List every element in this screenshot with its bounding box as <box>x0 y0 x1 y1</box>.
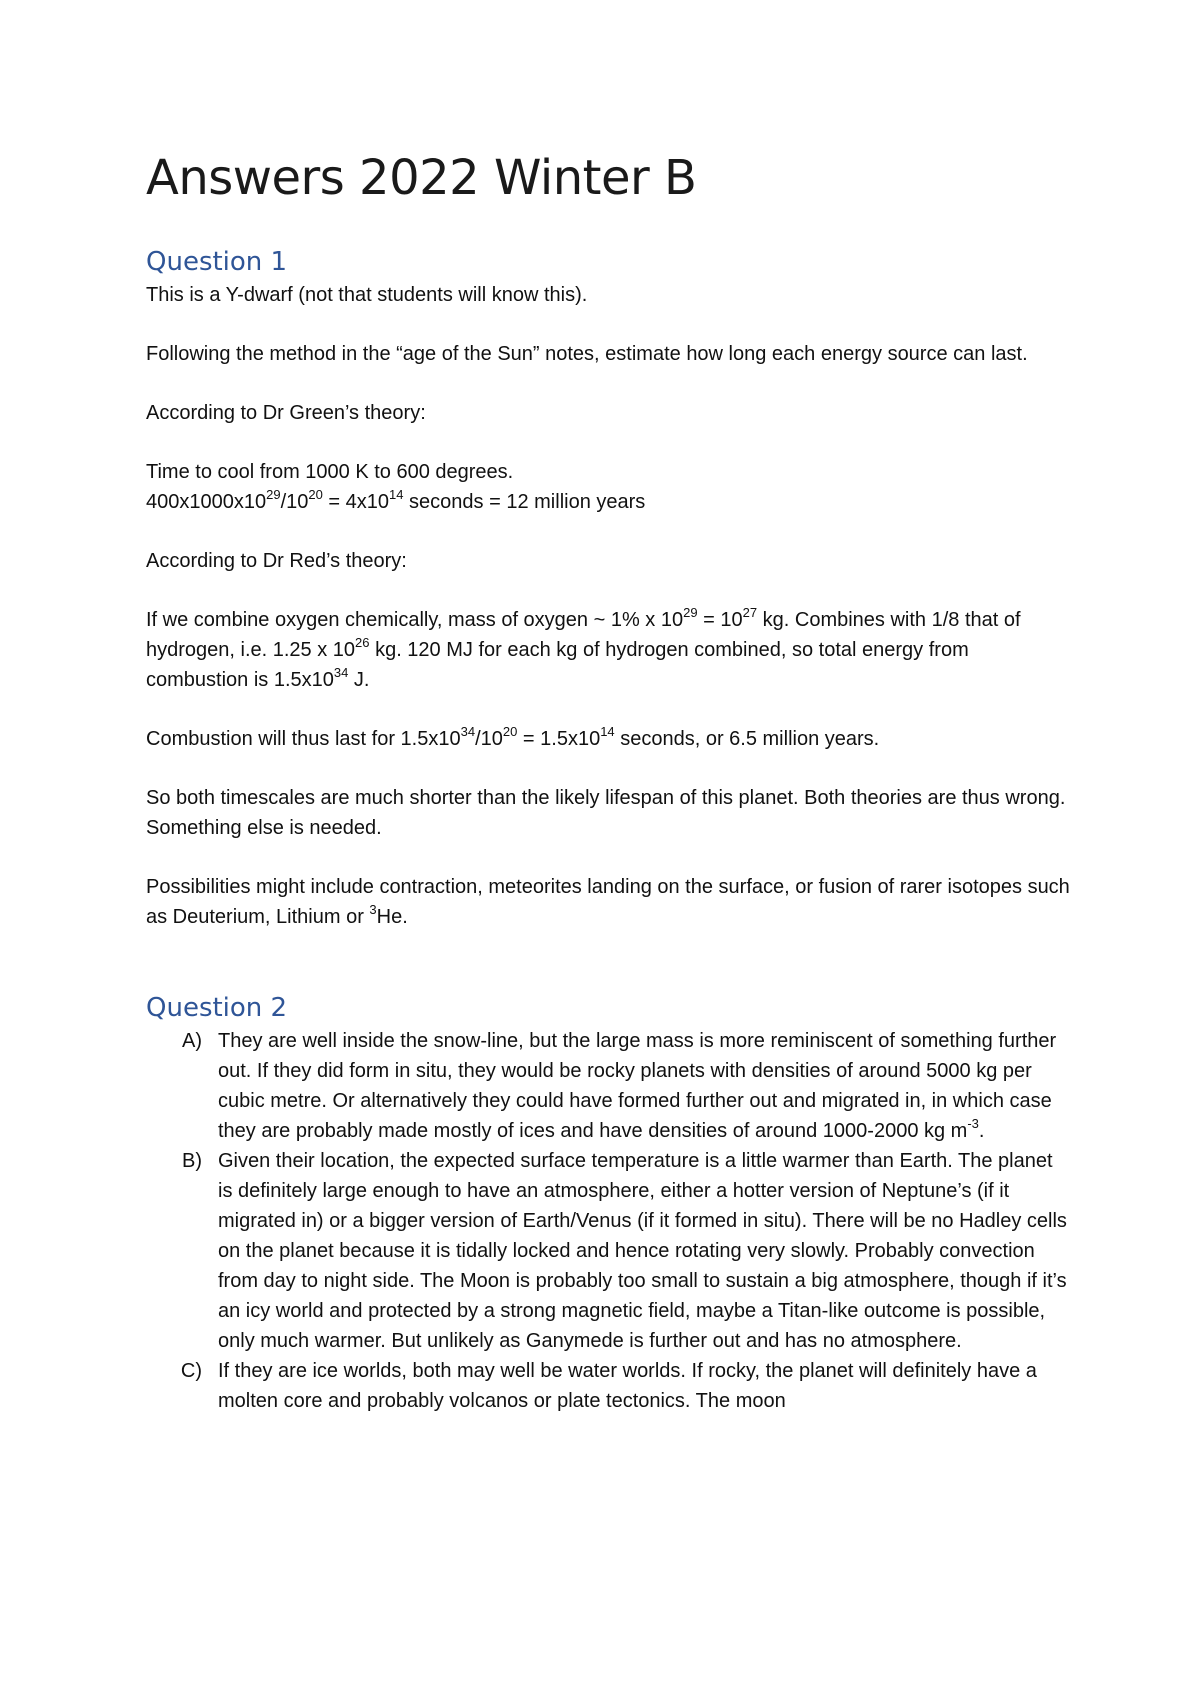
list-item-text: Given their location, the expected surface temperature is a little warmer than Earth. The planet is definitely large enough to have an atmosphere, either a hotter version of Neptune’s (if it migrated in) or a bigger version of Earth/Venus (if it formed in situ). There will be no Hadley cells on the planet because it is tidally locked and hence rotating very slowly. Probably convection from day to night side. The Moon is probably too small to sustain a big atmosphere, though if it’s an icy world and protected by a strong magnetic field, maybe a Titan-like outcome is possible, only much warmer. But unlikely as Ganymede is further out and has no atmosphere. <box>218 1149 1067 1352</box>
text-part: Possibilities might include contraction, meteorites landing on the surface, or fusion of rarer isotopes such as Deuterium, Lithium or <box>146 875 1070 928</box>
list-marker: B) <box>182 1149 202 1172</box>
q1-cool-equation <box>146 486 646 513</box>
question-2-list <box>146 1026 1070 1416</box>
text-part: They are well inside the snow-line, but the large mass is more reminiscent of something further out. If they did form in situ, they would be rocky planets with densities of around 5000 kg per cubic metre. Or alternatively they could have formed further out and migrated in, in which case they are probably made mostly of ices and have densities of around 1000-2000 kg m <box>218 1029 1057 1142</box>
text-part: He. <box>376 905 408 928</box>
q1-cool-line: Time to cool from 1000 K to 600 degrees. <box>146 460 514 483</box>
text-part: kg. 120 MJ for each kg of hydrogen combined, so total energy from combustion is 1.5x10 <box>146 638 969 691</box>
question-1-section <box>146 246 1070 932</box>
exponent: 20 <box>502 723 518 739</box>
eq-exponent: 20 <box>308 486 323 502</box>
q1-paragraph-method: Following the method in the “age of the Sun” notes, estimate how long each energy source can last. <box>146 342 1028 365</box>
eq-part: /10 <box>280 490 309 513</box>
question-1-heading: Question 1 <box>146 246 288 277</box>
eq-exponent: 29 <box>266 486 281 502</box>
text-part: . <box>978 1119 985 1142</box>
q1-paragraph-ydwarf: This is a Y-dwarf (not that students will know this). <box>146 283 588 306</box>
list-item-text <box>218 1026 1070 1146</box>
q1-paragraph-green-calc <box>146 457 1070 517</box>
text-part: = 10 <box>697 608 743 631</box>
q1-paragraph-conclusion: So both timescales are much shorter than the likely lifespan of this planet. Both theories are thus wrong. Something else is needed. <box>146 786 1066 839</box>
exponent: 29 <box>683 604 698 620</box>
text-part: Combustion will thus last for 1.5x10 <box>146 727 461 750</box>
eq-part: 400x1000x10 <box>146 490 267 513</box>
question-2-section <box>146 992 1070 1416</box>
text-part: J. <box>348 668 370 691</box>
exponent: 26 <box>355 634 370 650</box>
list-marker: C) <box>180 1359 202 1382</box>
list-marker: A) <box>182 1029 202 1052</box>
exponent: 34 <box>460 723 476 739</box>
eq-part: seconds = 12 million years <box>403 490 646 513</box>
q1-paragraph-combustion <box>146 724 1070 754</box>
exponent: 3 <box>369 901 377 917</box>
q1-paragraph-possibilities <box>146 872 1070 932</box>
list-item <box>146 1026 1070 1146</box>
text-part: = 1.5x10 <box>517 727 601 750</box>
eq-exponent: 14 <box>389 486 404 502</box>
list-item <box>146 1146 1070 1356</box>
q1-paragraph-red-intro: According to Dr Red’s theory: <box>146 549 407 572</box>
list-item <box>146 1356 1070 1416</box>
text-part: If we combine oxygen chemically, mass of oxygen ~ 1% x 10 <box>146 608 684 631</box>
text-part: /10 <box>475 727 503 750</box>
document-title: Answers 2022 Winter B <box>146 150 697 206</box>
eq-part: = 4x10 <box>322 490 390 513</box>
question-2-heading: Question 2 <box>146 992 288 1023</box>
list-item-text: If they are ice worlds, both may well be water worlds. If rocky, the planet will definitely have a molten core and probably volcanos or plate tectonics. The moon <box>218 1359 1037 1412</box>
exponent: 34 <box>333 664 349 680</box>
text-part: kg. Combines with 1/8 that of hydrogen, i.e. 1.25 x 10 <box>146 608 1021 661</box>
exponent: 14 <box>600 723 615 739</box>
q1-paragraph-oxygen <box>146 605 1070 695</box>
text-part: seconds, or 6.5 million years. <box>614 727 880 750</box>
exponent: 27 <box>742 604 758 620</box>
exponent: -3 <box>967 1115 979 1131</box>
q1-paragraph-green-intro: According to Dr Green’s theory: <box>146 401 426 424</box>
